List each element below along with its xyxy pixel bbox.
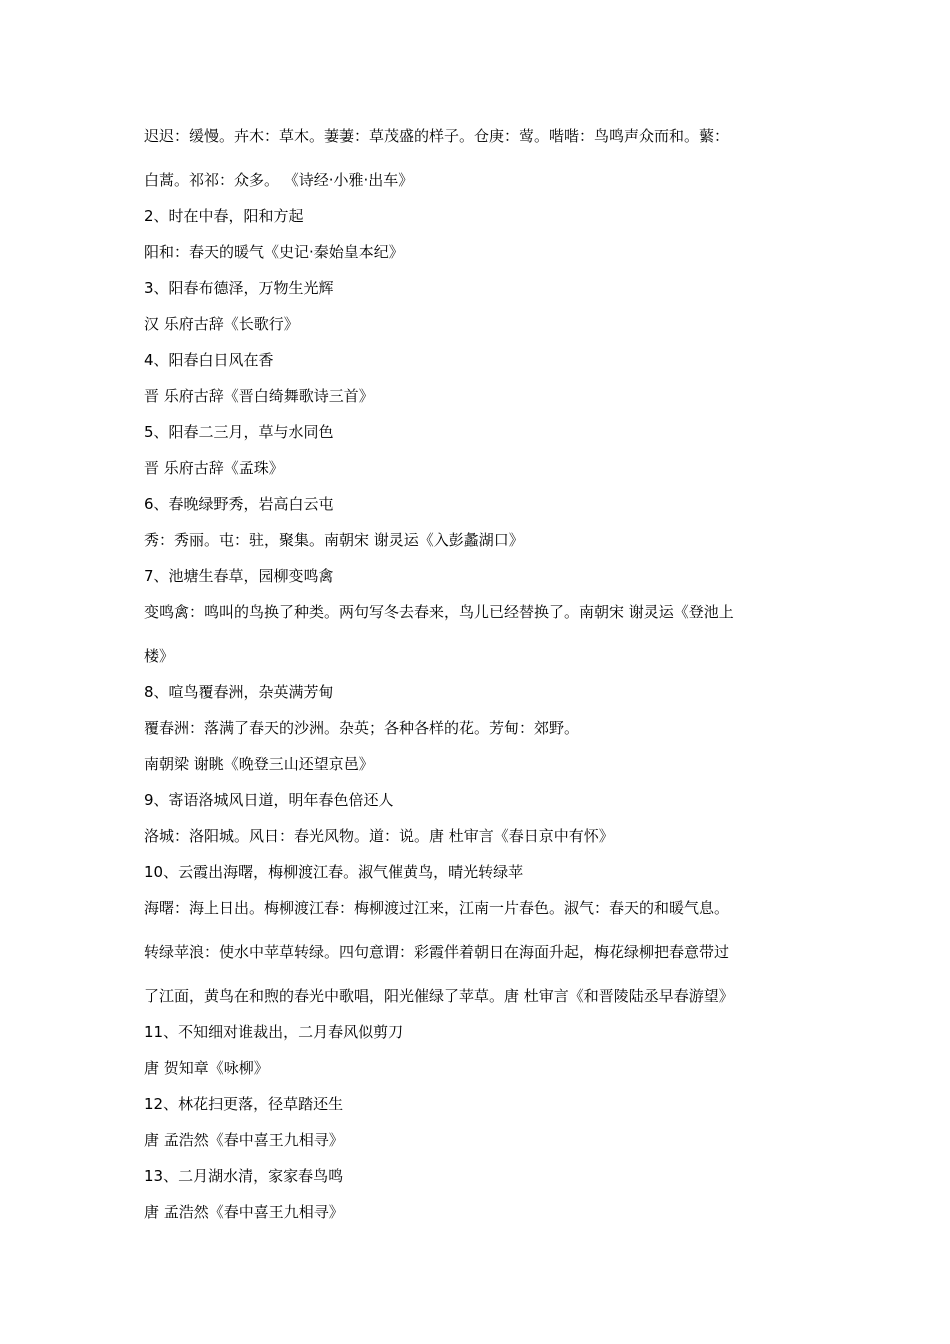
- text-line: 3、阳春布德泽，万物生光辉: [144, 279, 334, 297]
- text-line: 转绿苹浪：使水中苹草转绿。四句意谓：彩霞伴着朝日在海面升起，梅花绿柳把春意带过: [144, 943, 730, 961]
- text-line: 唐 贺知章《咏柳》: [144, 1059, 269, 1077]
- text-line: 12、林花扫更落，径草踏还生: [144, 1095, 344, 1113]
- text-line: 13、二月湖水清，家家春鸟鸣: [144, 1167, 344, 1185]
- text-line: 8、喧鸟覆春洲，杂英满芳甸: [144, 683, 334, 701]
- text-line: 白蒿。祁祁：众多。 《诗经·小雅·出车》: [144, 171, 414, 189]
- text-line: 晋 乐府古辞《晋白绮舞歌诗三首》: [144, 387, 374, 405]
- text-line: 了江面，黄鸟在和煦的春光中歌唱，阳光催绿了苹草。唐 杜审言《和晋陵陆丞早春游望》: [144, 987, 734, 1005]
- text-line: 海曙：海上日出。梅柳渡江春：梅柳渡过江来，江南一片春色。淑气：春天的和暖气息。: [144, 899, 730, 917]
- text-line: 迟迟：缓慢。卉木：草木。萋萋：草茂盛的样子。仓庚：莺。喈喈：鸟鸣声众而和。蘩：: [144, 127, 730, 145]
- text-line: 10、云霞出海曙，梅柳渡江春。淑气催黄鸟，晴光转绿苹: [144, 863, 524, 881]
- text-line: 晋 乐府古辞《孟珠》: [144, 459, 284, 477]
- document-body: [144, 118, 812, 1230]
- text-line: 11、不知细对谁裁出，二月春风似剪刀: [144, 1023, 404, 1041]
- text-line: 汉 乐府古辞《长歌行》: [144, 315, 299, 333]
- text-line: 6、春晚绿野秀，岩高白云屯: [144, 495, 334, 513]
- text-line: 南朝梁 谢眺《晚登三山还望京邑》: [144, 755, 374, 773]
- text-line: 变鸣禽：鸣叫的鸟换了种类。两句写冬去春来，鸟儿已经替换了。南朝宋 谢灵运《登池上: [144, 603, 734, 621]
- text-line: 2、时在中春，阳和方起: [144, 207, 304, 225]
- text-line: 唐 孟浩然《春中喜王九相寻》: [144, 1203, 344, 1221]
- text-line: 唐 孟浩然《春中喜王九相寻》: [144, 1131, 344, 1149]
- text-line: 5、阳春二三月，草与水同色: [144, 423, 334, 441]
- text-line: 9、寄语洛城风日道，明年春色倍还人: [144, 791, 394, 809]
- text-line: 楼》: [144, 647, 175, 665]
- text-line: 秀：秀丽。屯：驻，聚集。南朝宋 谢灵运《入彭蠡湖口》: [144, 531, 524, 549]
- text-line: 覆春洲：落满了春天的沙洲。杂英；各种各样的花。芳甸：郊野。: [144, 719, 580, 737]
- text-line: 4、阳春白日风在香: [144, 351, 274, 369]
- text-line: 7、池塘生春草，园柳变鸣禽: [144, 567, 334, 585]
- text-line: 洛城：洛阳城。风日：春光风物。道：说。唐 杜审言《春日京中有怀》: [144, 827, 614, 845]
- text-line: 阳和：春天的暖气《史记·秦始皇本纪》: [144, 243, 404, 261]
